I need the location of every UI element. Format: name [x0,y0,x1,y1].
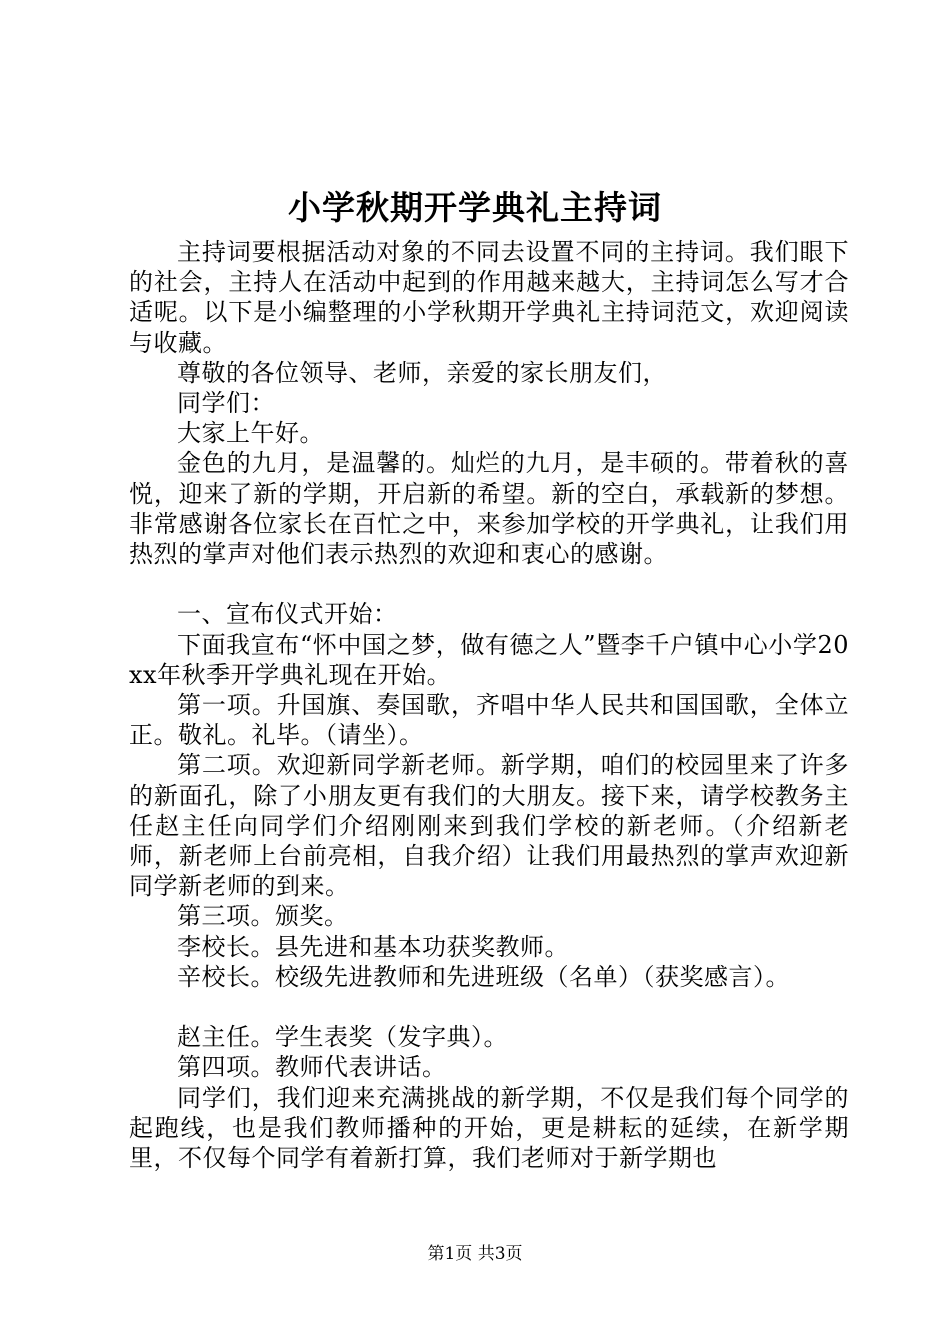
opening-paragraph: 金色的九月，是温馨的。灿烂的九月，是丰硕的。带着秋的喜悦，迎来了新的学期，开启新的希望。新的空白，承载新的梦想。非常感谢各位家长在百忙之中，来参加学校的开学典礼，让我们用热烈的掌声对他们表示热烈的欢迎和衷心的感谢。 [129,449,849,569]
item-two-paragraph: 第二项。欢迎新同学新老师。新学期，咱们的校园里来了许多的新面孔，除了小朋友更有我们的大朋友。接下来，请学校教务主任赵主任向同学们介绍刚刚来到我们学校的新老师。（介绍新老师，新老师上台前亮相，自我介绍）让我们用最热烈的掌声欢迎新同学新老师的到来。 [129,751,849,901]
document-title: 小学秋期开学典礼主持词 [288,188,662,227]
announcement-paragraph: 下面我宣布“怀中国之梦，做有德之人”暨李千户镇中心小学20xx年秋季开学典礼现在开始。 [129,630,849,689]
section-heading: 一、宣布仪式开始： [177,600,398,629]
award-li-paragraph: 李校长。县先进和基本功获奖教师。 [177,932,569,961]
page-footer: 第1页 共3页 [427,1244,523,1264]
award-zhao-paragraph: 赵主任。学生表奖（发字典）。 [177,1023,508,1052]
salutation-students-paragraph: 同学们： [177,389,275,418]
document-body [129,237,849,1173]
salutation-paragraph: 尊敬的各位领导、老师，亲爱的家长朋友们， [177,358,667,387]
teacher-speech-paragraph: 同学们，我们迎来充满挑战的新学期，不仅是我们每个同学的起跑线，也是我们教师播种的开始，更是耕耘的延续，在新学期里，不仅每个同学有着新打算，我们老师对于新学期也 [129,1083,849,1173]
award-xin-paragraph: 辛校长。校级先进教师和先进班级（名单）（获奖感言）。 [177,962,790,991]
item-four-paragraph: 第四项。教师代表讲话。 [177,1053,447,1082]
item-three-paragraph: 第三项。颁奖。 [177,902,349,931]
intro-paragraph: 主持词要根据活动对象的不同去设置不同的主持词。我们眼下的社会，主持人在活动中起到的作用越来越大，主持词怎么写才合适呢。以下是小编整理的小学秋期开学典礼主持词范文，欢迎阅读与收藏。 [129,238,849,357]
item-one-paragraph: 第一项。升国旗、奏国歌，齐唱中华人民共和国国歌，全体立正。敬礼。礼毕。（请坐）。 [129,691,849,750]
greeting-paragraph: 大家上午好。 [177,419,324,448]
